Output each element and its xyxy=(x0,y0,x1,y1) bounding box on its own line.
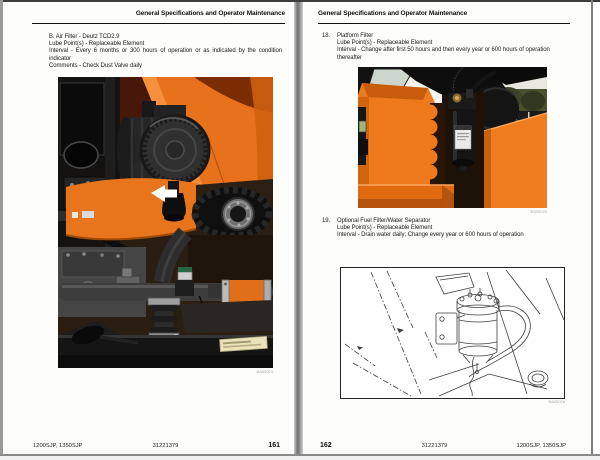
header-rule xyxy=(32,23,285,24)
page-162 xyxy=(303,2,591,454)
item-lube-point: Lube Point(s) - Replaceable Element xyxy=(337,40,433,47)
page-161 xyxy=(3,2,294,454)
platform-filter-item xyxy=(322,33,570,62)
item-title: Optional Fuel Filter/Water Separator xyxy=(337,218,431,224)
scan-edge-below xyxy=(0,456,600,460)
page-number: 162 xyxy=(320,441,332,449)
footer-models: 1200SJP, 1350SJP xyxy=(33,443,83,449)
scan-edge-left xyxy=(0,0,3,460)
footer-part-number: 31221379 xyxy=(421,443,448,449)
figure-code: BA05026 xyxy=(548,399,565,404)
page-seam xyxy=(294,0,303,460)
section-comments: Comments - Check Dust Valve daily xyxy=(49,62,142,69)
footer-part-number: 31221379 xyxy=(152,443,179,449)
scan-edge-top xyxy=(0,0,600,2)
item-title: Platform Filter xyxy=(337,33,374,39)
running-header-right: General Specifications and Operator Maintenance xyxy=(318,10,468,17)
figure-code: BA05025 xyxy=(530,209,547,214)
header-rule xyxy=(318,23,570,24)
footer-models: 1200SJP, 1350SJP xyxy=(516,443,566,449)
platform-filter-photo xyxy=(358,67,547,208)
fuel-filter-drawing xyxy=(340,267,565,399)
corrugated-boot xyxy=(148,298,180,339)
running-header-left: General Specifications and Operator Maintenance xyxy=(135,10,285,17)
fuel-filter-item xyxy=(322,218,570,240)
item-lube-point: Lube Point(s) - Replaceable Element xyxy=(337,225,433,232)
item-number: 18. xyxy=(322,33,331,39)
wheel xyxy=(192,179,273,239)
section-lube-point: Lube Point(s) - Replaceable Element xyxy=(49,41,145,48)
page-number: 161 xyxy=(268,441,280,449)
engine-block xyxy=(58,247,146,317)
item-number: 19. xyxy=(322,218,331,224)
item-interval: Interval - Change after first 50 hours and then every year or 600 hours of operation thereafter xyxy=(337,47,550,61)
section-interval: Interval - Every 6 months or 300 hours of operation or as indicated by the condition indicator xyxy=(49,48,282,62)
figure-code: BA05024 xyxy=(256,369,273,374)
air-filter-photo xyxy=(58,77,273,368)
orange-chassis-panel xyxy=(66,178,212,239)
scan-edge-right xyxy=(591,0,593,460)
item-interval: Interval - Drain water daily; Change every year or 600 hours of operation xyxy=(337,232,524,239)
section-title: B. Air Filter - Deutz TCD2.9 xyxy=(49,34,120,40)
air-filter-section xyxy=(49,34,282,70)
